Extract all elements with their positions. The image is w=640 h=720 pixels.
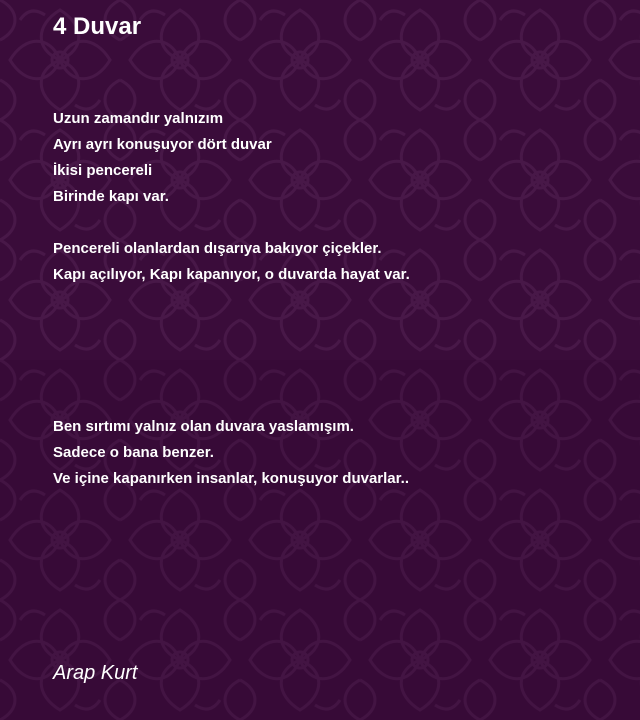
poem-line: Pencereli olanlardan dışarıya bakıyor çiçekler. bbox=[53, 240, 382, 257]
poem-line: Sadece o bana benzer. bbox=[53, 444, 214, 461]
poem-line: Ben sırtımı yalnız olan duvara yaslamışım. bbox=[53, 418, 354, 435]
poem-line: Ayrı ayrı konuşuyor dört duvar bbox=[53, 136, 272, 153]
poem-line: İkisi pencereli bbox=[53, 162, 153, 179]
poem-title: 4 Duvar bbox=[53, 13, 142, 40]
poem-author: Arap Kurt bbox=[53, 662, 138, 684]
poem-line: Uzun zamandır yalnızım bbox=[53, 110, 224, 127]
poem-line: Ve içine kapanırken insanlar, konuşuyor duvarlar.. bbox=[53, 470, 409, 487]
poem-line: Birinde kapı var. bbox=[53, 188, 169, 205]
poem-line: Kapı açılıyor, Kapı kapanıyor, o duvarda hayat var. bbox=[53, 266, 410, 283]
stanza-1 bbox=[53, 106, 272, 210]
stanza-3 bbox=[53, 414, 409, 492]
stanza-2 bbox=[53, 236, 410, 288]
